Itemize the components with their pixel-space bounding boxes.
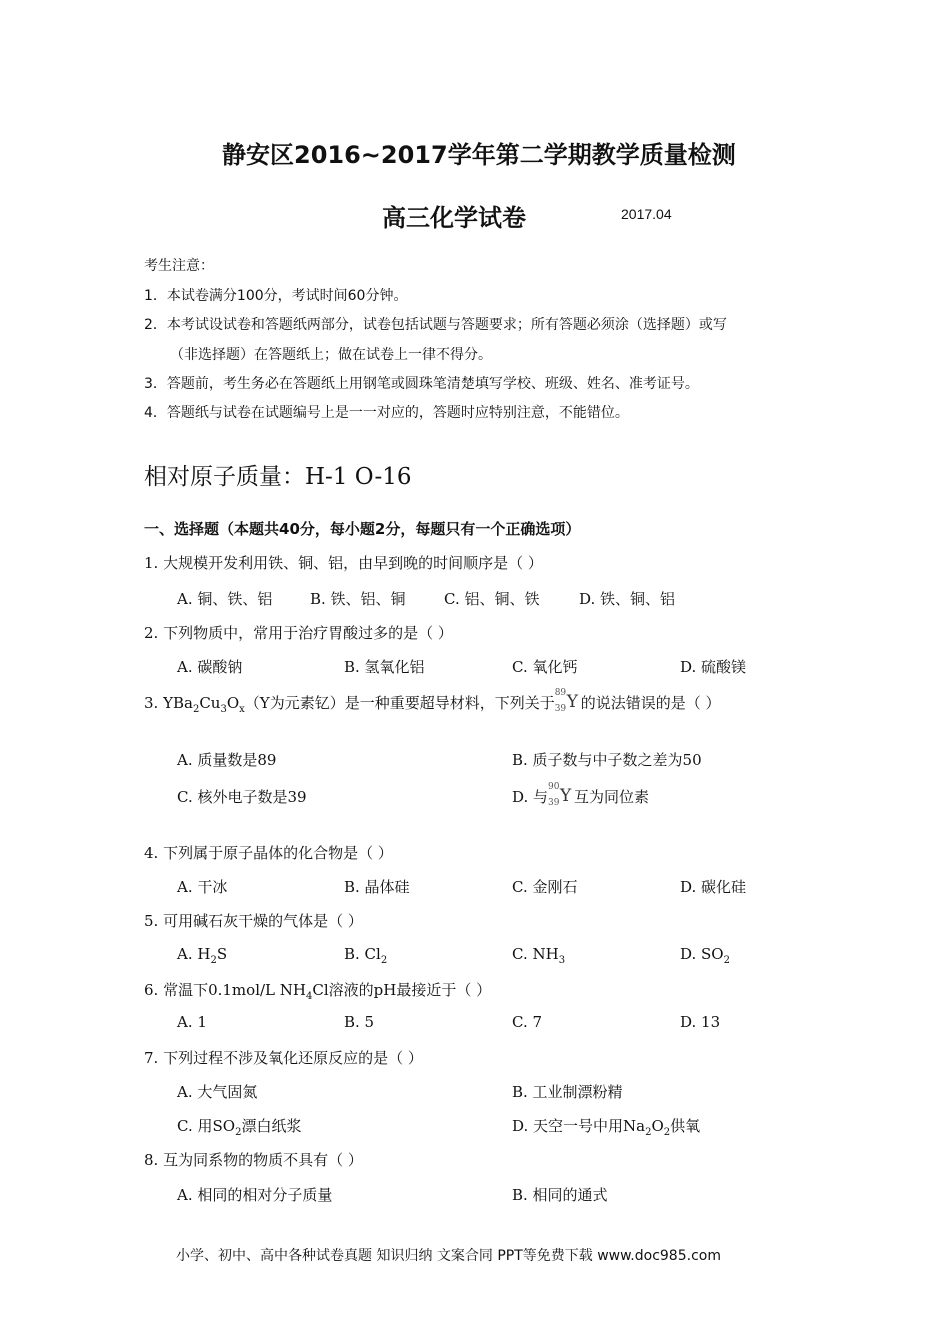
question-3-option-d-symbol: Y — [560, 786, 572, 806]
question-4-stem: 4. 下列属于原子晶体的化合物是（ ） — [144, 844, 393, 862]
question-3-sub-cu: 3 — [220, 704, 227, 715]
question-7-option-c-sub: 2 — [235, 1127, 242, 1138]
question-7-option-d — [512, 1115, 700, 1138]
question-5-option-c-sub: 3 — [558, 955, 566, 966]
question-5-option-a-pre: A. H — [177, 945, 211, 963]
question-5-option-d — [680, 945, 730, 966]
exam-date: 2017.04 — [621, 206, 672, 222]
question-6-stem-post: Cl溶液的pH最接近于（ ） — [312, 981, 492, 999]
notice-item-1: 1．本试卷满分100分，考试时间60分钟。 — [144, 288, 408, 304]
question-3-option-d-post: 互为同位素 — [574, 788, 650, 806]
question-3-nuclide — [554, 688, 581, 714]
question-6-stem-sub: 4 — [305, 991, 313, 1002]
question-3-option-c: C. 核外电子数是39 — [177, 788, 307, 806]
question-3-atomic-number: 39 — [554, 704, 567, 714]
question-1-stem: 1. 大规模开发利用铁、铜、铝，由早到晚的时间顺序是（ ） — [144, 554, 543, 572]
question-7-option-c — [177, 1115, 301, 1138]
question-5-option-c-pre: C. NH — [512, 945, 559, 963]
question-2-option-a: A. 碳酸钠 — [177, 658, 243, 676]
question-7-option-d-post: 供氧 — [670, 1117, 701, 1135]
exam-title: 静安区2016~2017学年第二学期教学质量检测 — [222, 141, 736, 169]
question-3-stem-pre: 3. YBa — [144, 694, 193, 712]
question-3-element-symbol: Y — [566, 692, 578, 712]
question-5-option-b-sub: 2 — [380, 955, 388, 966]
question-4-option-a: A. 干冰 — [177, 878, 228, 896]
notice-item-4: 4．答题纸与试卷在试题编号上是一一对应的，答题时应特别注意，不能错位。 — [144, 405, 629, 421]
notice-heading: 考生注意： — [144, 258, 214, 274]
question-3-stem — [144, 688, 721, 715]
page-footer: 小学、初中、高中各种试卷真题 知识归纳 文案合同 PPT等免费下载 www.doc985.com — [176, 1248, 721, 1264]
question-7-stem: 7. 下列过程不涉及氧化还原反应的是（ ） — [144, 1049, 423, 1067]
question-4-option-c: C. 金刚石 — [512, 878, 578, 896]
question-3-sub-ba: 2 — [192, 704, 200, 715]
question-3-option-d-mass-number: 90 — [548, 782, 560, 792]
question-2-stem: 2. 下列物质中，常用于治疗胃酸过多的是（ ） — [144, 624, 453, 642]
question-4-option-d: D. 碳化硅 — [680, 878, 747, 896]
question-8-option-a: A. 相同的相对分子质量 — [177, 1186, 333, 1204]
question-2-option-d: D. 硫酸镁 — [680, 658, 747, 676]
question-3-stem-o: O — [226, 694, 240, 712]
question-7-option-c-post: 漂白纸浆 — [241, 1117, 302, 1135]
question-5-option-b — [344, 945, 387, 966]
question-5-option-b-pre: B. Cl — [344, 945, 381, 963]
question-5-option-a-post: S — [216, 945, 228, 963]
question-1-option-d: D. 铁、铜、铝 — [579, 590, 676, 608]
question-7-option-d-pre: D. 天空一号中用Na — [512, 1117, 646, 1135]
question-7-option-b: B. 工业制漂粉精 — [512, 1083, 623, 1101]
question-2-option-b: B. 氢氧化铝 — [344, 658, 425, 676]
question-5-stem: 5. 可用碱石灰干燥的气体是（ ） — [144, 912, 363, 930]
question-3-stem-post: 的说法错误的是（ ） — [580, 694, 721, 712]
question-6-stem — [144, 979, 491, 1002]
notice-item-2: 2．本考试设试卷和答题纸两部分，试卷包括试题与答题要求；所有答题必须涂（选择题）或写 — [144, 317, 727, 333]
question-2-option-c: C. 氧化钙 — [512, 658, 578, 676]
question-5-option-a — [177, 945, 227, 966]
question-3-sub-o: x — [239, 704, 245, 715]
question-5-option-d-sub: 2 — [723, 955, 730, 966]
question-7-option-d-mid: O — [651, 1117, 664, 1135]
question-7-option-a: A. 大气固氮 — [177, 1083, 258, 1101]
question-8-option-b: B. 相同的通式 — [512, 1186, 608, 1204]
question-5-option-a-sub: 2 — [210, 955, 217, 966]
atomic-mass-line: 相对原子质量：H-1 O-16 — [144, 464, 412, 490]
question-3-stem-cu: Cu — [199, 694, 221, 712]
question-7-option-d-sub-2: 2 — [663, 1127, 671, 1138]
section-heading: 一、选择题（本题共40分，每小题2分，每题只有一个正确选项） — [144, 520, 581, 538]
question-3-option-a: A. 质量数是89 — [177, 751, 277, 769]
question-1-option-a: A. 铜、铁、铝 — [177, 590, 273, 608]
question-5-option-c — [512, 945, 565, 966]
question-4-option-b: B. 晶体硅 — [344, 878, 410, 896]
question-3-option-d-nuclide — [548, 782, 574, 808]
question-3-stem-mid: （Y为元素钇）是一种重要超导材料，下列关于 — [244, 694, 555, 712]
question-6-option-d: D. 13 — [680, 1013, 721, 1031]
notice-item-3: 3．答题前，考生务必在答题纸上用钢笔或圆珠笔清楚填写学校、班级、姓名、准考证号。 — [144, 376, 699, 392]
question-1-option-b: B. 铁、铝、铜 — [310, 590, 406, 608]
question-3-option-d-atomic-number: 39 — [548, 798, 560, 808]
question-5-option-d-pre: D. SO — [680, 945, 724, 963]
question-3-option-d — [512, 782, 650, 808]
question-8-stem: 8. 互为同系物的物质不具有（ ） — [144, 1151, 363, 1169]
exam-subtitle: 高三化学试卷 — [382, 204, 526, 232]
question-3-option-b: B. 质子数与中子数之差为50 — [512, 751, 702, 769]
question-6-stem-pre: 6. 常温下0.1mol/L NH — [144, 981, 306, 999]
notice-item-2-cont: （非选择题）在答题纸上；做在试卷上一律不得分。 — [170, 347, 492, 363]
question-7-option-c-pre: C. 用SO — [177, 1117, 236, 1135]
question-1-option-c: C. 铝、铜、铁 — [444, 590, 540, 608]
question-7-option-d-sub-1: 2 — [645, 1127, 652, 1138]
question-6-option-a: A. 1 — [177, 1013, 207, 1031]
question-6-option-b: B. 5 — [344, 1013, 375, 1031]
question-6-option-c: C. 7 — [512, 1013, 543, 1031]
question-3-option-d-pre: D. 与 — [512, 788, 549, 806]
question-3-mass-number: 89 — [554, 688, 567, 698]
